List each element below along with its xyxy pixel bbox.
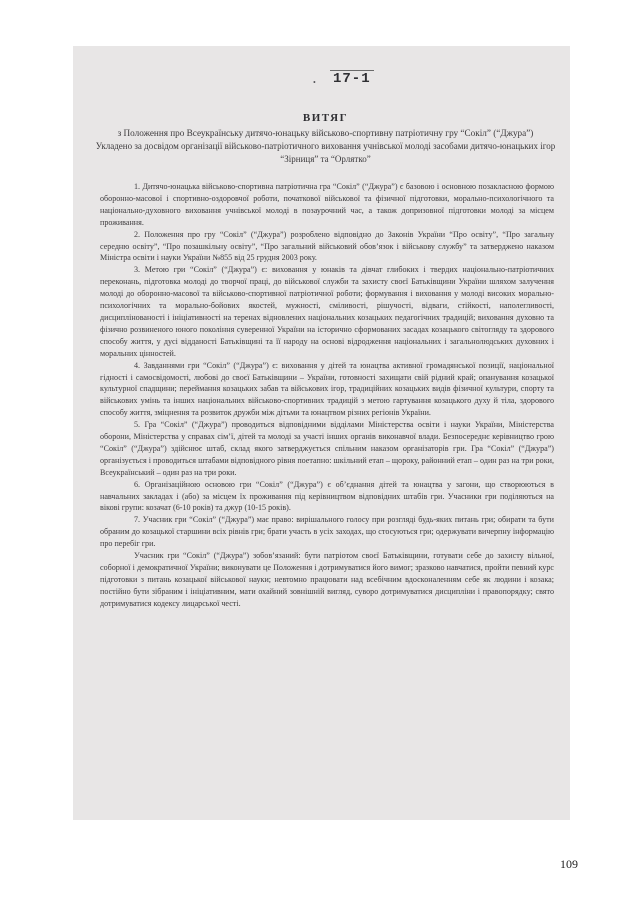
compiled-note: Укладено за досвідом організації військово-патріотичного виховання учнівської молоді засобами дитячо-юнацьких ігор “Зірниця” та “Орлятко” bbox=[95, 141, 556, 164]
paragraph-3: 3. Метою гри “Сокіл” (“Джура”) є: виховання у юнаків та дівчат глибоких і твердих національно-патріотичних переконань, підготовка молоді до творчої праці, до військової служби та захисту своєї Батьківщини України шляхом залучення молоді до оборонно-масової та військово-спортивної патріотичної роботи; формування і виховання у молоді високих морально-психологічних та морально-бойових якостей, мужності, сміливості, рішучості, відваги, стійкості, наполегливості, дисциплінованості і ініціативності на теренах відновлених національних козацьких педагогічних традицій; виховання духовно та фізично розвиненого юного покоління суверенної України на історично сформованих засадах козацького світогляду та здорового способу життя, у дусі відданості Батьківщині та її народу на основі відродження національних і загальнолюдських духовних і моральних цінностей. bbox=[100, 265, 554, 358]
document-subtitle: з Положення про Всеукраїнську дитячо-юнацьку військово-спортивну патріотичну гру “Сокіл” (“Джура”) bbox=[117, 128, 534, 138]
scanned-document bbox=[73, 46, 570, 820]
paragraph-8: Учасник гри “Сокіл” (“Джура”) зобов’язаний: бути патріотом своєї Батьківщини, готувати себе до захисту вільної, соборної і демократичної України; виконувати це Положення і дотримуватися його вимог; зразково навчатися, пройти певний курс підготовки з питань козацької військової науки; невтомно працювати над всебічним вдосконаленням себе як людини і козака; постійно бути зібраним і ініціативним, мати охайний зовнішній вигляд, суворо дотримуватися дисципліни і правопорядку; свято дотримуватися кодексу лицарської честі. bbox=[100, 551, 554, 608]
paragraph-7: 7. Учасник гри “Сокіл” (“Джура”) має право: вирішального голосу при розгляді будь-яких питань гри; обирати та бути обраним до козацької старшини всіх рівнів гри; брати участь в усіх заходах, що стосуються гри; одержувати вичерпну інформацію про перебіг гри. bbox=[100, 515, 554, 549]
document-heading bbox=[93, 112, 558, 166]
ink-mark: • bbox=[313, 78, 316, 87]
sheet-number: 17-1 bbox=[330, 70, 374, 87]
document-title: ВИТЯГ bbox=[302, 112, 349, 124]
paragraph-4: 4. Завданнями гри “Сокіл” (“Джура”) є: виховання у дітей та юнацтва активної громадянської позиції, національної гідності і самосвідомості, любові до своєї Батьківщини – України, готовності захищати свій рідний край; опанування козацької культурної спадщини; переймання козацьких забав та військових ігор, традиційних козацьких видів фізичної культури, спорту та військових умінь та інших національних військово-спортивних традицій з метою гартування козацького духу й тіла, здорового способу життя, зміцнення та розвиток дружби між дітьми та юнацтвом різних регіонів України. bbox=[100, 360, 554, 418]
paragraph-1: 1. Дитячо-юнацька військово-спортивна патріотична гра “Сокіл” (“Джура”) є базовою і основною позакласною формою оборонно-масової і спортивно-оздоровчої роботи, початкової військової та фізичної підготовки, морально-психологічного та національно-духовного виховання учнівської молоді в позаурочний час, а також допризовної підготовки молоді за місцем проживання. bbox=[100, 182, 554, 227]
paragraph-5: 5. Гра “Сокіл” (“Джура”) проводиться відповідними відділами Міністерства освіти і науки України, Міністерства оборони, Міністерства у справах сім’ї, дітей та молоді за участі інших органів виконавчої влади. Безпосереднє керівництво грою “Сокіл” (“Джура”) здійснює штаб, склад якого затверджується спільним наказом організаторів гри. Гра “Сокіл” (“Джура”) організується і проводиться штабами відповідного рівня поетапно: шкільний етап – щороку, районний етап – один раз на три роки, Всеукраїнський – один раз на три роки. bbox=[100, 420, 554, 477]
document-body bbox=[100, 181, 554, 610]
paragraph-2: 2. Положення про гру “Сокіл” (“Джура”) розроблено відповідно до Законів України “Про освіту”, “Про загальну середню освіту”, “Про позашкільну освіту”, “Про загальний військовий обов’язок і військову службу” та затверджено наказом Міністра освіти і науки України №855 від 25 грудня 2003 року. bbox=[100, 229, 554, 263]
page-number: 109 bbox=[560, 857, 578, 871]
paragraph-6: 6. Організаційною основою гри “Сокіл” (“Джура”) є об’єднання дітей та юнацтва у загони, що створюються в навчальних закладах і (або) за місцем їх проживання під керівництвом відповідних штабів гри. Учасники гри поділяються на вікові групи: козачат (6-10 років) та джур (10-15 років). bbox=[100, 479, 554, 513]
